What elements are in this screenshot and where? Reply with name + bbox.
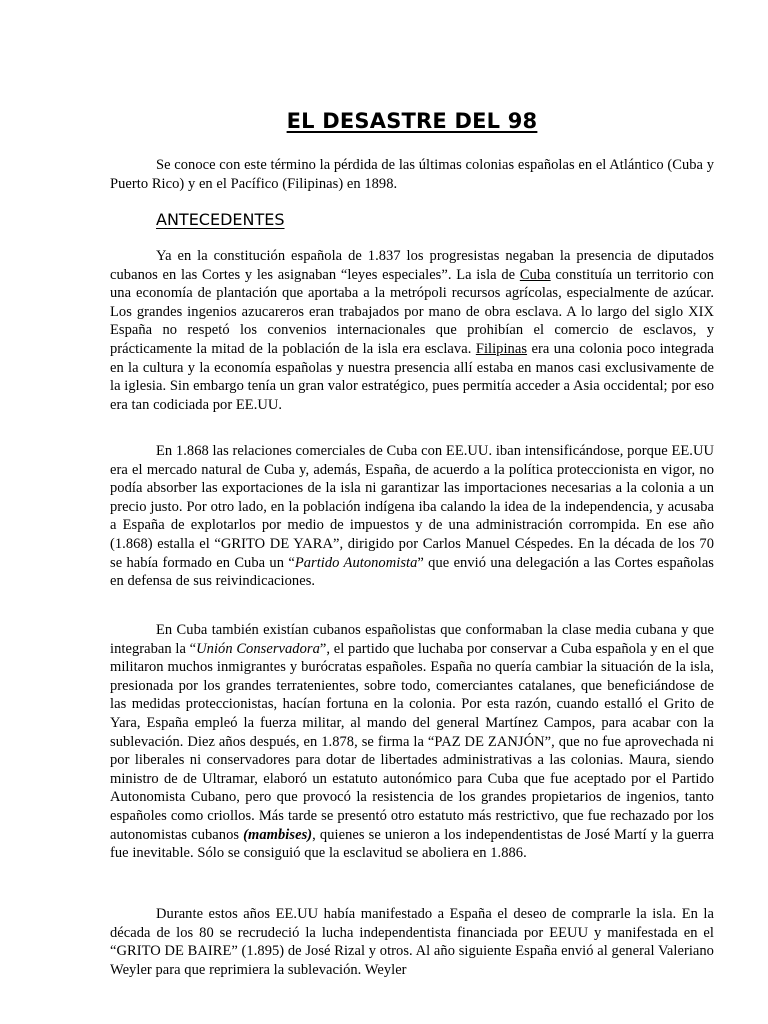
paragraph-1-text-c: era una colonia poco integrada en la cultura y la economía españolas y nuestra presencia allí estaba en manos casi exclusivamente de la iglesia. Sin embargo tenía un gran valor estratégico, pues permitía acceder a Asia occidental; por eso era tan codiciada por EE.UU. bbox=[110, 340, 714, 413]
partido-autonomista-term: Partido Autonomista bbox=[294, 554, 418, 571]
paragraph-1-text-a: Ya en la constitución española de 1.837 los progresistas negaban la presencia de diputados cubanos en las Cortes y les asignaban “leyes especiales”. La isla de bbox=[110, 248, 714, 283]
paragraph-2-text-a: En 1.868 las relaciones comerciales de Cuba con EE.UU. iban intensificándose, porque EE.UU era el mercado natural de Cuba y, además, España, de acuerdo a la política proteccionista en vigor, no podía absorber las exportaciones de la isla ni garantizar las importaciones necesarias a la colonia a un precio justo. Por otro lado, en la población indígena iba calando la idea de la independencia, y acusaba a España de explotarlos por medio de impuestos y de una administración corrompida. En ese año (1.868) estalla el “GRITO DE YARA”, dirigido por Carlos Manuel Céspedes. En la década de los 70 se había formado en Cuba un “ bbox=[110, 443, 714, 571]
intro-paragraph: Se conoce con este término la pérdida de las últimas colonias españolas en el Atlántico (Cuba y Puerto Rico) y en el Pacífico (Filipinas) en 1898. bbox=[110, 157, 715, 192]
paragraph-1-text-b: constituía un territorio con una economía de plantación que aportaba a la metrópoli recursos agrícolas, especialmente de azúcar. Los grandes ingenios azucareros eran trabajados por mano de obra esclava. A lo largo del siglo XIX España no respetó los convenios internacionales que prohibían el comercio de esclavos, y prácticamente la mitad de la población de la isla era esclava. bbox=[110, 266, 714, 357]
filipinas-link: Filipinas bbox=[475, 340, 528, 357]
paragraph-2 bbox=[110, 442, 714, 591]
paragraph-3-text-c: , quienes se unieron a los independentistas de José Martí y la guerra fue inevitable. Sólo se consiguió que la esclavitud se aboliera en 1.886. bbox=[110, 826, 714, 862]
paragraph-4: Durante estos años EE.UU había manifestado a España el deseo de comprarle la isla. En la década de los 80 se recrudeció la lucha independentista financiada por EEUU y manifestada en el “GRITO DE BAIRE” (1.895) de José Rizal y otros. Al año siguiente España envió al general Valeriano Weyler para que reprimiera la sublevación. Weyler bbox=[110, 906, 714, 978]
cuba-link: Cuba bbox=[519, 266, 551, 283]
union-conservadora-term: Unión Conservadora bbox=[196, 640, 320, 657]
paragraph-2-text-b: ” que envió una delegación a las Cortes españolas en defensa de sus reivindicaciones. bbox=[110, 554, 714, 590]
document-title: EL DESASTRE DEL 98 bbox=[286, 109, 538, 133]
paragraph-3-text-a: En Cuba también existían cubanos españolistas que conformaban la clase media cubana y que integraban la “ bbox=[110, 622, 714, 657]
paragraph-3-text-b: ”, el partido que luchaba por conservar a Cuba española y en el que militaron muchos inmigrantes y burócratas españoles. España no quería cambiar la situación de la isla, presionada por los grandes terratenientes, sobre todo, comerciantes catalanes, que beneficiándose de las medidas proteccionistas, hacían fortuna en la colonia. Por esta razón, cuando estalló el Grito de Yara, España empleó la fuerza militar, al mando del general Martínez Campos, para acabar con la sublevación. Diez años después, en 1.878, se firma la “PAZ DE ZANJÓN”, que no fue aprovechada ni por liberales ni conservadores para dotar de libertades administrativas a las colonias. Maura, siendo ministro de de Ultramar, elaboró un estatuto autonómico para Cuba que fue aceptado por el Partido Autonomista Cubano, pero que provocó la resistencia de los grandes propietarios de ingenios, tanto españoles como criollos. Más tarde se presentó otro estatuto más restrictivo, que fue rechazado por los autonomistas cubanos bbox=[110, 640, 715, 843]
section-heading-antecedentes: ANTECEDENTES bbox=[156, 210, 285, 229]
paragraph-1 bbox=[110, 247, 714, 414]
mambises-term: (mambises) bbox=[243, 826, 313, 843]
paragraph-3 bbox=[110, 621, 714, 863]
